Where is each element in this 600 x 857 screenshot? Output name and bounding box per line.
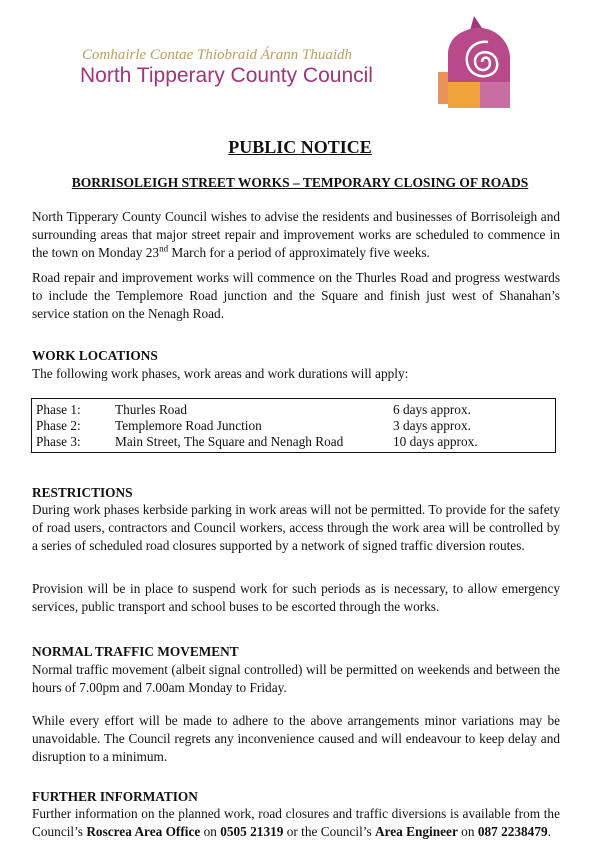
intro-paragraph-2: Road repair and improvement works will commence on the Thurles Road and progress westwards to include the Templemore Road junction and the Square and finish just west of Shanahan’s service station on the Nenagh Road.: [32, 270, 560, 321]
phase-duration: 6 days approx.: [393, 402, 471, 417]
phase-table: [31, 398, 556, 453]
phase-label: Phase 3:: [36, 434, 81, 449]
restrictions-paragraph-1: During work phases kerbside parking in work areas will not be permitted. To provide for the safety of road users, contractors and Council workers, access through the work area will be controlled by a series of scheduled road closures supported by a network of signed traffic diversion routes.: [32, 502, 560, 553]
work-locations-heading: WORK LOCATIONS: [32, 348, 158, 363]
phase-duration: 3 days approx.: [393, 418, 471, 433]
phase-location: Thurles Road: [115, 402, 188, 417]
intro-paragraph-1: North Tipperary County Council wishes to advise the residents and businesses of Borrisoleigh and surrounding areas that major street repair and improvement works are scheduled to commence in the town on Monday 23nd March for a period of approximately five weeks.: [32, 209, 560, 260]
phase-label: Phase 1:: [36, 402, 81, 417]
phase-duration: 10 days approx.: [393, 434, 478, 449]
restrictions-paragraph-2: Provision will be in place to suspend work for such periods as is necessary, to allow emergency services, public transport and school buses to be escorted through the works.: [32, 581, 560, 614]
engineer-phone: 087 2238479: [477, 824, 548, 839]
council-name-irish: Comhairle Contae Thiobraid Árann Thuaidh: [82, 47, 353, 63]
table-row: [32, 434, 555, 450]
office-phone: 0505 21319: [220, 824, 284, 839]
work-locations-intro: The following work phases, work areas and work durations will apply:: [32, 366, 409, 381]
traffic-paragraph-2: While every effort will be made to adhere to the above arrangements minor variations may be unavoidable. The Council regrets any inconvenience caused and will endeavour to keep delay and disruption to a minimum.: [32, 713, 560, 764]
phase-label: Phase 2:: [36, 418, 81, 433]
further-info-paragraph: Further information on the planned work, road closures and traffic diversions is available from the Council’s Roscrea Area Office on 0505 21319 or the Council’s Area Engineer on 087 2238479.: [32, 806, 560, 839]
table-row: [32, 418, 555, 434]
notice-title: PUBLIC NOTICE: [228, 137, 372, 157]
traffic-paragraph-1: Normal traffic movement (albeit signal controlled) will be permitted on weekends and between the hours of 7.00pm and 7.00am Monday to Friday.: [32, 662, 560, 695]
further-info-heading: FURTHER INFORMATION: [32, 789, 198, 804]
spiral-crest-logo-icon: [428, 12, 520, 112]
area-engineer-label: Area Engineer: [375, 824, 458, 839]
restrictions-heading: RESTRICTIONS: [32, 485, 133, 500]
table-row: [32, 402, 555, 418]
roscrea-office-label: Roscrea Area Office: [86, 824, 201, 839]
phase-location: Main Street, The Square and Nenagh Road: [115, 434, 344, 449]
traffic-heading: NORMAL TRAFFIC MOVEMENT: [32, 644, 239, 659]
notice-subtitle: BORRISOLEIGH STREET WORKS – TEMPORARY CLOSING OF ROADS: [71, 175, 529, 190]
phase-location: Templemore Road Junction: [115, 418, 262, 433]
council-name-english: North Tipperary County Council: [80, 64, 373, 87]
